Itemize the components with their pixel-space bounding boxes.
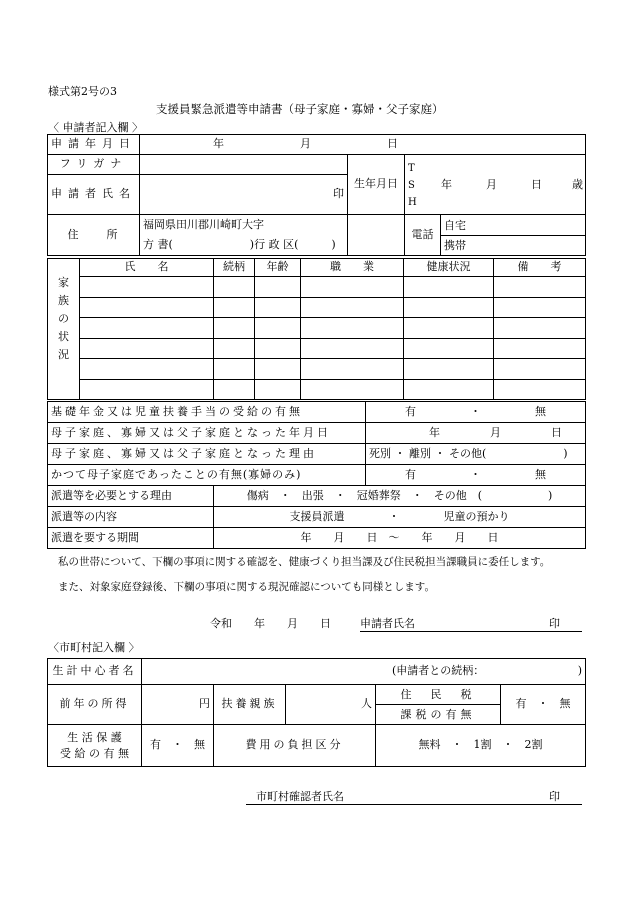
form-title: 支援員緊急派遣等申請書（母子家庭・寡婦・父子家庭） [156,102,444,116]
resident-tax-label: 住 民 税 課税の有無 [376,685,501,725]
address-label: 住 所 [48,215,140,256]
sign-label: 申請者氏名 [360,617,415,630]
family-row[interactable] [48,277,586,298]
applicant-signature-line[interactable] [360,618,582,632]
family-row[interactable] [48,318,586,339]
confirm-signature-line[interactable] [246,791,582,805]
family-header-relation: 続柄 [214,259,255,277]
cost-share-options[interactable]: 無料 ・ 1割 ・ 2割 [376,725,586,767]
family-row[interactable] [48,359,586,380]
household-head-label: 生計中心者名 [48,659,142,685]
city-table [47,658,586,767]
phone-label: 電話 [405,215,441,256]
confirm-seal: 印 [549,790,560,803]
welfare-label: 生 活 保 護 受 給 の 有 無 [48,725,142,767]
section-city-heading: 〈市町村記入欄 〉 [48,641,140,654]
family-header-occupation: 職 業 [301,259,404,277]
cost-share-label: 費用の負担区分 [214,725,376,767]
application-date-field[interactable]: 年 月 日 [140,135,586,155]
family-header-notes: 備 考 [494,259,586,277]
income-label: 前年の所得 [48,685,142,725]
form-id: 様式第2号の3 [48,85,117,98]
dependents-label: 扶養親族 [214,685,286,725]
period-label: 派遣を要する期間 [48,528,214,549]
family-row[interactable] [48,297,586,318]
pension-options[interactable]: 有 ・ 無 [366,402,586,423]
was-single-label: かつて母子家庭であったことの有無(寡婦のみ) [48,465,366,486]
family-side-label: 家 族 の 状 況 [48,259,80,400]
household-head-field[interactable]: (申請者との続柄： ) [142,659,586,685]
questions-table [47,401,586,486]
family-header-health: 健康状況 [404,259,494,277]
family-row[interactable] [48,379,586,400]
furigana-label: フリガナ [48,155,140,175]
dispatch-table [47,485,586,549]
consent-text-2: また、対象家庭登録後、下欄の事項に関する現況確認についても同様とします。 [58,581,435,593]
address-field[interactable]: 福岡県田川郡川崎町大字 方 書( )行 政 区( ) [140,215,348,256]
family-table [47,258,586,400]
period-field[interactable]: 年 月 日 ～ 年 月 日 [214,528,586,549]
date-became-label: 母子家庭、寡婦又は父子家庭となった年月日 [48,423,366,444]
family-row[interactable] [48,338,586,359]
application-date-label: 申請年月日 [48,135,140,155]
sign-date[interactable]: 令和 年 月 日 [210,617,331,630]
resident-tax-options[interactable]: 有 ・ 無 [501,685,586,725]
birth-field[interactable]: T S H 年 月 日 歳 [405,155,586,215]
section-applicant-heading: 〈 申請者記入欄 〉 [48,121,143,134]
was-single-options[interactable]: 有 ・ 無 [366,465,586,486]
dispatch-reason-options[interactable]: 傷病 ・ 出張 ・ 冠婚葬祭 ・ その他 ( ) [214,486,586,507]
income-field[interactable]: 円 [142,685,214,725]
pension-label: 基礎年金又は児童扶養手当の受給の有無 [48,402,366,423]
phone-field[interactable]: 自宅 携帯 [441,215,586,256]
family-header-age: 年齢 [255,259,301,277]
applicant-table [47,134,586,256]
dispatch-content-label: 派遣等の内容 [48,507,214,528]
furigana-field[interactable] [140,155,348,175]
birth-label: 生年月日 [348,155,405,215]
consent-text-1: 私の世帯について、下欄の事項に関する確認を、健康づくり担当課及び住民税担当課職員に委任します。 [58,556,551,568]
applicant-name-field[interactable]: 印 [140,175,348,215]
date-became-field[interactable]: 年 月 日 [366,423,586,444]
reason-became-options[interactable]: 死別 ・ 離別 ・ その他( ) [366,444,586,465]
address-field-ext[interactable] [348,215,405,256]
reason-became-label: 母子家庭、寡婦又は父子家庭となった理由 [48,444,366,465]
dependents-field[interactable]: 人 [286,685,376,725]
welfare-options[interactable]: 有 ・ 無 [142,725,214,767]
confirm-label: 市町村確認者氏名 [256,790,344,803]
dispatch-content-options[interactable]: 支援員派遣 ・ 児童の預かり [214,507,586,528]
dispatch-reason-label: 派遣等を必要とする理由 [48,486,214,507]
family-header-name: 氏 名 [80,259,214,277]
sign-seal: 印 [549,617,560,630]
applicant-name-label: 申請者氏名 [48,175,140,215]
